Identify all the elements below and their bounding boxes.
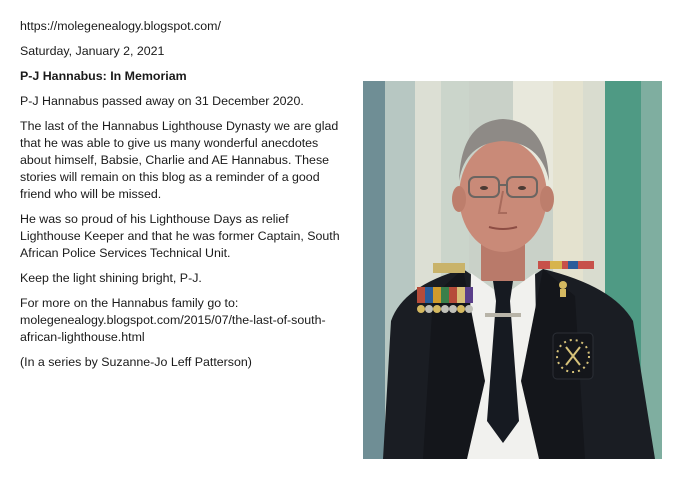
post-paragraph: For more on the Hannabus family go to: molegenealogy.blogspot.com/2015/07/the-last-of-south-african-lighthouse.html	[20, 296, 326, 344]
post-paragraph: P-J Hannabus passed away on 31 December 2020.	[20, 94, 304, 108]
portrait-illustration	[363, 81, 662, 459]
blog-url[interactable]: https://molegenealogy.blogspot.com/	[20, 19, 221, 33]
portrait-photo	[363, 81, 662, 459]
post-paragraph: (In a series by Suzanne-Jo Leff Patterson)	[20, 355, 252, 369]
post-paragraph: He was so proud of his Lighthouse Days as relief Lighthouse Keeper and that he was former Captain, South African Police Services Technical Unit.	[20, 212, 340, 260]
blog-post	[20, 18, 350, 379]
post-title: P-J Hannabus: In Memoriam	[20, 69, 187, 83]
post-paragraph: The last of the Hannabus Lighthouse Dynasty we are glad that he was able to give us many wonderful anecdotes about himself, Babsie, Charlie and AE Hannabus. These stories will remain on this blog as a reminder of a good friend who will be missed.	[20, 119, 339, 201]
post-paragraph: Keep the light shining bright, P-J.	[20, 271, 202, 285]
post-date: Saturday, January 2, 2021	[20, 44, 165, 58]
